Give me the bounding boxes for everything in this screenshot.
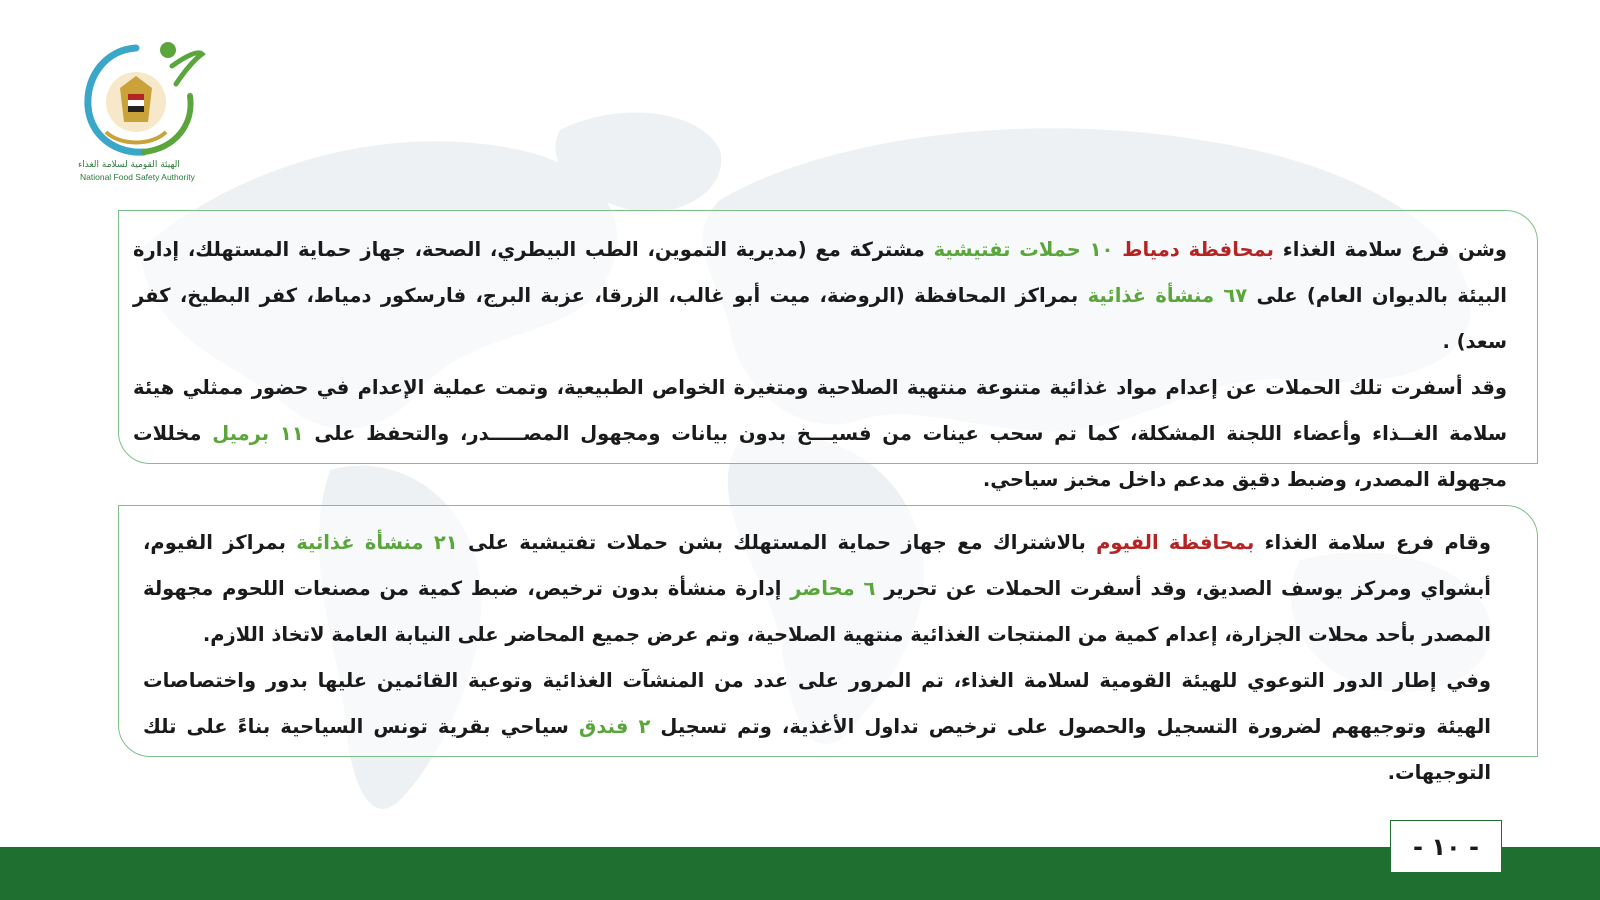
- text-segment: وقام فرع سلامة الغذاء: [1254, 531, 1491, 554]
- page-number: - ١٠ -: [1390, 820, 1502, 873]
- damietta-paragraph-2: [133, 365, 1507, 503]
- text-segment: ٢ فندق: [578, 715, 651, 738]
- text-segment: بالاشتراك مع جهاز حماية المستهلك بشن حملات تفتيشية على: [457, 531, 1097, 554]
- text-segment: بمراكز المحافظة (الروضة، ميت أبو غالب، الزرقا، عزبة البرج، فارسكور دمياط، كفر البطيخ، كفر سعد) .: [133, 284, 1507, 353]
- text-segment: بمراكز الفيوم، أبشواي ومركز يوسف الصديق، وقد أسفرت الحملات عن تحرير: [143, 531, 1491, 600]
- footer-bar: [0, 847, 1600, 900]
- text-segment: ٢١ منشأة غذائية: [296, 531, 458, 554]
- damietta-report-panel: [118, 210, 1538, 491]
- text-segment: [1113, 238, 1122, 261]
- text-segment: سياحي بقرية تونس السياحية بناءً على تلك التوجيهات.: [143, 715, 1491, 784]
- text-segment: وقد أسفرت تلك الحملات عن إعدام مواد غذائية متنوعة منتهية الصلاحية ومتغيرة الخواص الطبيعية، وتمت عملية الإعدام في حضور ممثلي هيئة سلامة الغــذاء وأعضاء اللجنة المشكلة، كما تم سحب عينات من فسيـــخ بدون بيانات ومجهول المصـــــدر، والتحفظ على: [133, 376, 1507, 445]
- text-segment: ١٠ حملات تفتيشية: [933, 238, 1114, 261]
- logo-english-name: National Food Safety Authority: [80, 172, 195, 182]
- fayoum-paragraph-1: [143, 520, 1491, 658]
- text-segment: ١١ برميل: [212, 422, 304, 445]
- logo-arabic-name: الهيئة القومية لسلامة الغذاء: [78, 160, 180, 170]
- text-segment: وفي إطار الدور التوعوي للهيئة القومية لسلامة الغذاء، تم المرور على عدد من المنشآت الغذائية وتوعية القائمين عليها بدور واختصاصات الهيئة وتوجيههم لضرورة التسجيل والحصول على ترخيص تداول الأغذية، وتم تسجيل: [143, 669, 1491, 738]
- text-segment: إدارة منشأة بدون ترخيص، ضبط كمية من مصنعات اللحوم مجهولة المصدر بأحد محلات الجزارة، إعدام كمية من المنتجات الغذائية منتهية الصلاحية، وتم عرض جميع المحاضر على النيابة العامة لاتخاذ اللازم.: [143, 577, 1491, 646]
- fayoum-paragraph-2: [143, 658, 1491, 796]
- text-segment: ٦ محاضر: [790, 577, 876, 600]
- text-segment: ٦٧ منشأة غذائية: [1087, 284, 1248, 307]
- text-segment: مخللات مجهولة المصدر، وضبط دقيق مدعم داخل مخبز سياحي.: [133, 422, 1507, 491]
- damietta-paragraph-1: [133, 227, 1507, 365]
- logo-badge-text: NFSA: [166, 104, 185, 131]
- fayoum-report-panel: [118, 505, 1538, 784]
- text-segment: مشتركة مع (مديرية التموين، الطب البيطري، الصحة، جهاز حماية المستهلك، إدارة البيئة بالديوان العام) على: [133, 238, 1507, 307]
- text-segment: وشن فرع سلامة الغذاء: [1273, 238, 1507, 261]
- text-segment: بمحافظة الفيوم: [1096, 531, 1255, 554]
- text-segment: بمحافظة دمياط: [1122, 238, 1274, 261]
